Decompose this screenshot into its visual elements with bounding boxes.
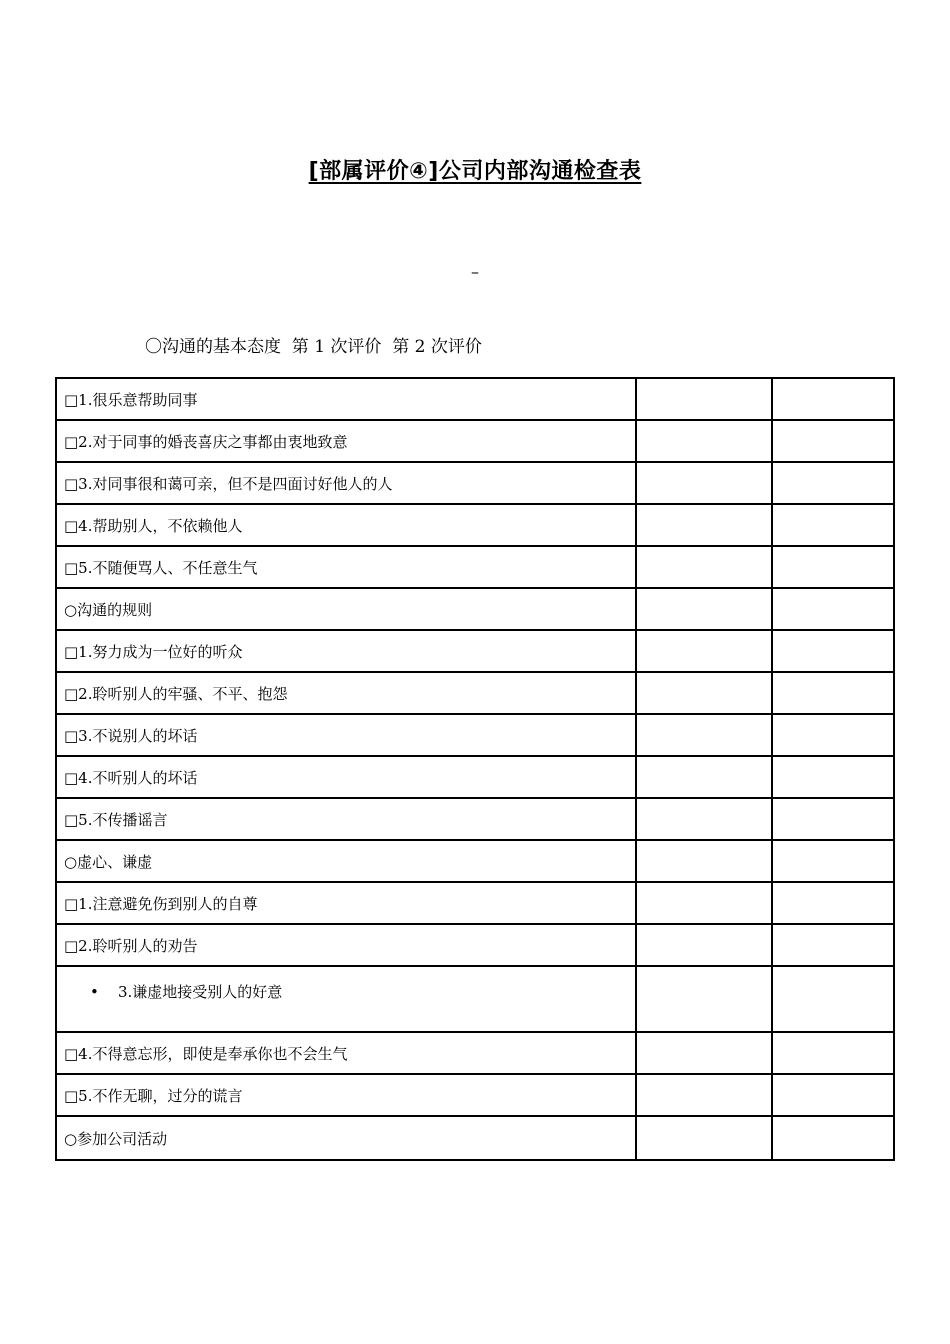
table-row: [57, 715, 893, 757]
first-evaluation-cell[interactable]: [637, 799, 773, 841]
item-cell: □3.不说别人的坏话: [57, 715, 637, 757]
item-cell: □5.不随便骂人、不任意生气: [57, 547, 637, 589]
second-evaluation-cell[interactable]: [773, 1075, 893, 1117]
second-evaluation-cell[interactable]: [773, 379, 893, 421]
first-evaluation-cell[interactable]: [637, 505, 773, 547]
second-evaluation-cell[interactable]: [773, 505, 893, 547]
first-evaluation-cell[interactable]: [637, 1033, 773, 1075]
separator-dash: –: [471, 262, 479, 281]
table-row: [57, 967, 893, 1033]
second-evaluation-cell[interactable]: [773, 841, 893, 883]
item-cell: □4.不听别人的坏话: [57, 757, 637, 799]
table-row: [57, 1117, 893, 1159]
first-evaluation-cell[interactable]: [637, 673, 773, 715]
second-evaluation-cell[interactable]: [773, 463, 893, 505]
item-cell: □2.聆听别人的牢骚、不平、抱怨: [57, 673, 637, 715]
second-evaluation-cell[interactable]: [773, 1117, 893, 1159]
second-evaluation-cell[interactable]: [773, 631, 893, 673]
item-cell: □3.对同事很和蔼可亲，但不是四面讨好他人的人: [57, 463, 637, 505]
first-evaluation-cell[interactable]: [637, 1117, 773, 1159]
table-row: [57, 883, 893, 925]
second-evaluation-cell[interactable]: [773, 967, 893, 1033]
second-evaluation-cell[interactable]: [773, 421, 893, 463]
first-evaluation-cell[interactable]: [637, 1075, 773, 1117]
second-evaluation-cell[interactable]: [773, 547, 893, 589]
table-row: [57, 631, 893, 673]
second-evaluation-cell[interactable]: [773, 883, 893, 925]
first-evaluation-cell[interactable]: [637, 379, 773, 421]
table-row: [57, 379, 893, 421]
item-cell: □1.努力成为一位好的听众: [57, 631, 637, 673]
second-evaluation-cell[interactable]: [773, 799, 893, 841]
second-evaluation-cell[interactable]: [773, 1033, 893, 1075]
table-row: [57, 757, 893, 799]
item-cell: □2.聆听别人的劝告: [57, 925, 637, 967]
item-cell: □4.不得意忘形，即使是奉承你也不会生气: [57, 1033, 637, 1075]
first-evaluation-cell[interactable]: [637, 757, 773, 799]
second-evaluation-cell[interactable]: [773, 757, 893, 799]
second-evaluation-cell[interactable]: [773, 673, 893, 715]
first-evaluation-cell[interactable]: [637, 967, 773, 1033]
item-cell: □1.注意避免伤到别人的自尊: [57, 883, 637, 925]
first-evaluation-cell[interactable]: [637, 841, 773, 883]
section-heading-cell: ○虚心、谦虚: [57, 841, 637, 883]
table-row: [57, 547, 893, 589]
first-evaluation-cell[interactable]: [637, 715, 773, 757]
table-row: [57, 673, 893, 715]
bullet-icon: •: [90, 983, 99, 1001]
second-evaluation-cell[interactable]: [773, 715, 893, 757]
first-evaluation-cell[interactable]: [637, 421, 773, 463]
item-cell: □1.很乐意帮助同事: [57, 379, 637, 421]
item-cell: □5.不传播谣言: [57, 799, 637, 841]
first-evaluation-cell[interactable]: [637, 589, 773, 631]
table-row: [57, 463, 893, 505]
section-heading-cell: ○沟通的规则: [57, 589, 637, 631]
section-header: 〇沟通的基本态度 第 1 次评价 第 2 次评价: [145, 337, 482, 357]
checklist-table: [55, 377, 895, 1161]
table-row: [57, 505, 893, 547]
checklist-grid: [57, 379, 893, 1159]
second-evaluation-cell[interactable]: [773, 925, 893, 967]
item-cell: □2.对于同事的婚丧喜庆之事都由衷地致意: [57, 421, 637, 463]
table-row: [57, 841, 893, 883]
table-row: [57, 1075, 893, 1117]
item-cell: □5.不作无聊，过分的谎言: [57, 1075, 637, 1117]
item-cell: □4.帮助别人，不依赖他人: [57, 505, 637, 547]
second-evaluation-cell[interactable]: [773, 589, 893, 631]
table-row: [57, 421, 893, 463]
item-cell: [57, 967, 637, 1033]
table-row: [57, 925, 893, 967]
table-row: [57, 799, 893, 841]
first-evaluation-cell[interactable]: [637, 463, 773, 505]
item-text: 3.谦虚地接受别人的好意: [118, 983, 283, 1001]
page-title: [部属评价④]公司内部沟通检查表: [308, 159, 642, 184]
section-heading-cell: ○参加公司活动: [57, 1117, 637, 1159]
table-row: [57, 589, 893, 631]
first-evaluation-cell[interactable]: [637, 883, 773, 925]
first-evaluation-cell[interactable]: [637, 547, 773, 589]
table-row: [57, 1033, 893, 1075]
first-evaluation-cell[interactable]: [637, 631, 773, 673]
first-evaluation-cell[interactable]: [637, 925, 773, 967]
